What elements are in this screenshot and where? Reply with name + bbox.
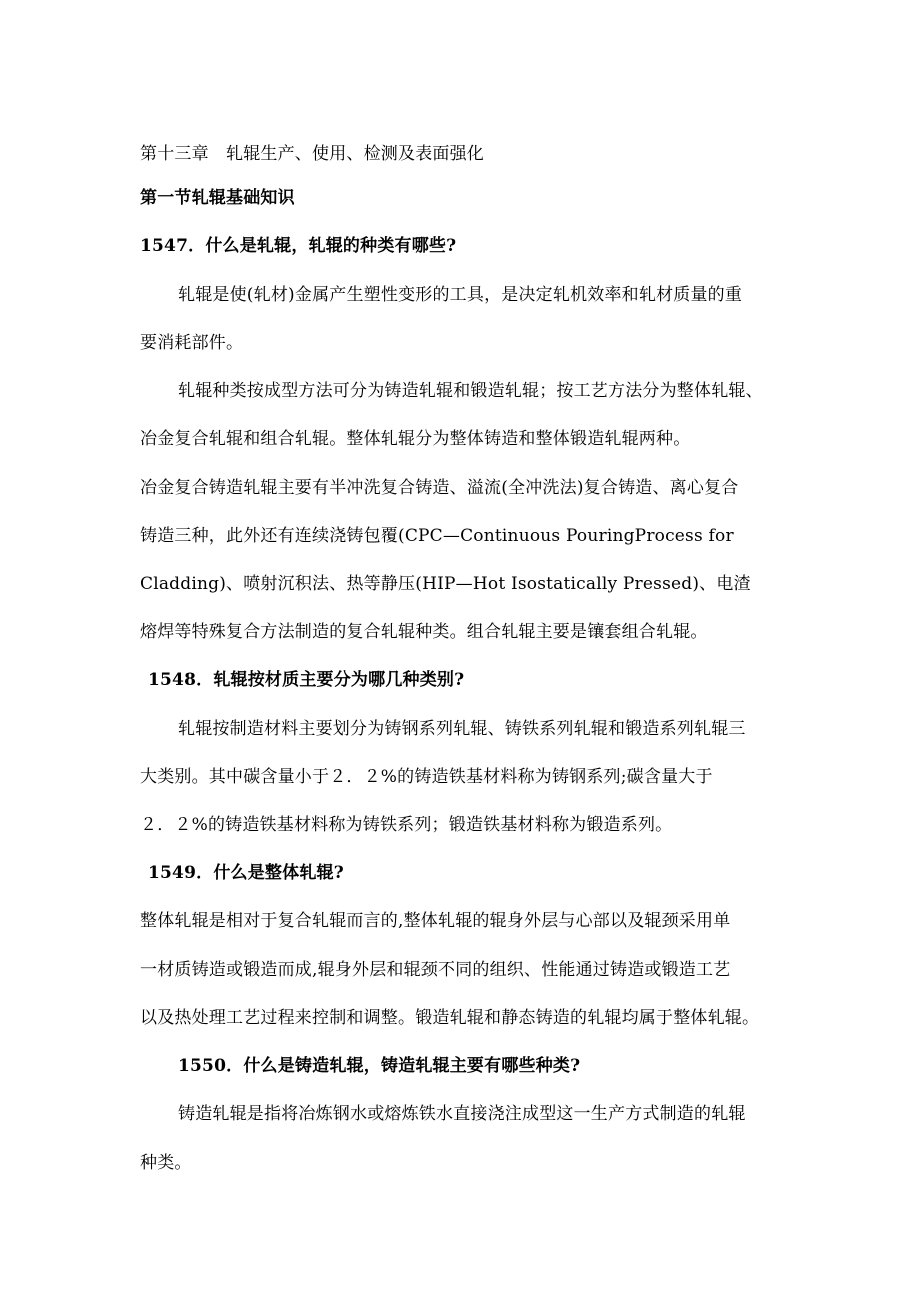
paragraph-line: 大类别。其中碳含量小于２．２%的铸造铁基材料称为铸钢系列;碳含量大于 — [140, 767, 713, 787]
paragraph-line: 整体轧辊是相对于复合轧辊而言的,整体轧辊的辊身外层与心部以及辊颈采用单 — [140, 911, 731, 931]
paragraph-line: 轧辊按制造材料主要划分为铸钢系列轧辊、铸铁系列轧辊和锻造系列轧辊三 — [178, 719, 746, 739]
section-title: 第一节轧辊基础知识 — [140, 188, 295, 208]
paragraph-line: 要消耗部件。 — [140, 333, 244, 353]
question-1548: 1548．轧辊按材质主要分为哪几种类别? — [148, 670, 465, 690]
question-1547: 1547．什么是轧辊，轧辊的种类有哪些? — [140, 236, 457, 256]
paragraph-line: 冶金复合铸造轧辊主要有半冲洗复合铸造、溢流(全冲洗法)复合铸造、离心复合 — [140, 478, 739, 498]
chapter-title: 第十三章 轧辊生产、使用、检测及表面强化 — [140, 144, 484, 164]
paragraph-line: 冶金复合轧辊和组合轧辊。整体轧辊分为整体铸造和整体锻造轧辊两种。 — [140, 429, 691, 449]
paragraph-line: ２．２%的铸造铁基材料称为铸铁系列；锻造铁基材料称为锻造系列。 — [140, 815, 673, 835]
paragraph-line: 铸造三种，此外还有连续浇铸包覆(CPC—Continuous PouringProcess for — [140, 526, 734, 546]
paragraph-line: 种类。 — [140, 1153, 192, 1173]
paragraph-line: 熔焊等特殊复合方法制造的复合轧辊种类。组合轧辊主要是镶套组合轧辊。 — [140, 622, 708, 642]
paragraph-line: Cladding)、喷射沉积法、热等静压(HIP—Hot Isostatically Pressed)、电渣 — [140, 574, 751, 594]
question-1550: 1550．什么是铸造轧辊，铸造轧辊主要有哪些种类? — [178, 1056, 581, 1076]
paragraph-line: 一材质铸造或锻造而成,辊身外层和辊颈不同的组织、性能通过铸造或锻造工艺 — [140, 960, 731, 980]
paragraph-line: 轧辊种类按成型方法可分为铸造轧辊和锻造轧辊；按工艺方法分为整体轧辊、 — [178, 381, 763, 401]
paragraph-line: 轧辊是使(轧材)金属产生塑性变形的工具，是决定轧机效率和轧材质量的重 — [178, 285, 743, 305]
paragraph-line: 铸造轧辊是指将冶炼钢水或熔炼铁水直接浇注成型这一生产方式制造的轧辊 — [178, 1104, 746, 1124]
question-1549: 1549．什么是整体轧辊? — [148, 863, 344, 883]
paragraph-line: 以及热处理工艺过程来控制和调整。锻造轧辊和静态铸造的轧辊均属于整体轧辊。 — [140, 1008, 760, 1028]
